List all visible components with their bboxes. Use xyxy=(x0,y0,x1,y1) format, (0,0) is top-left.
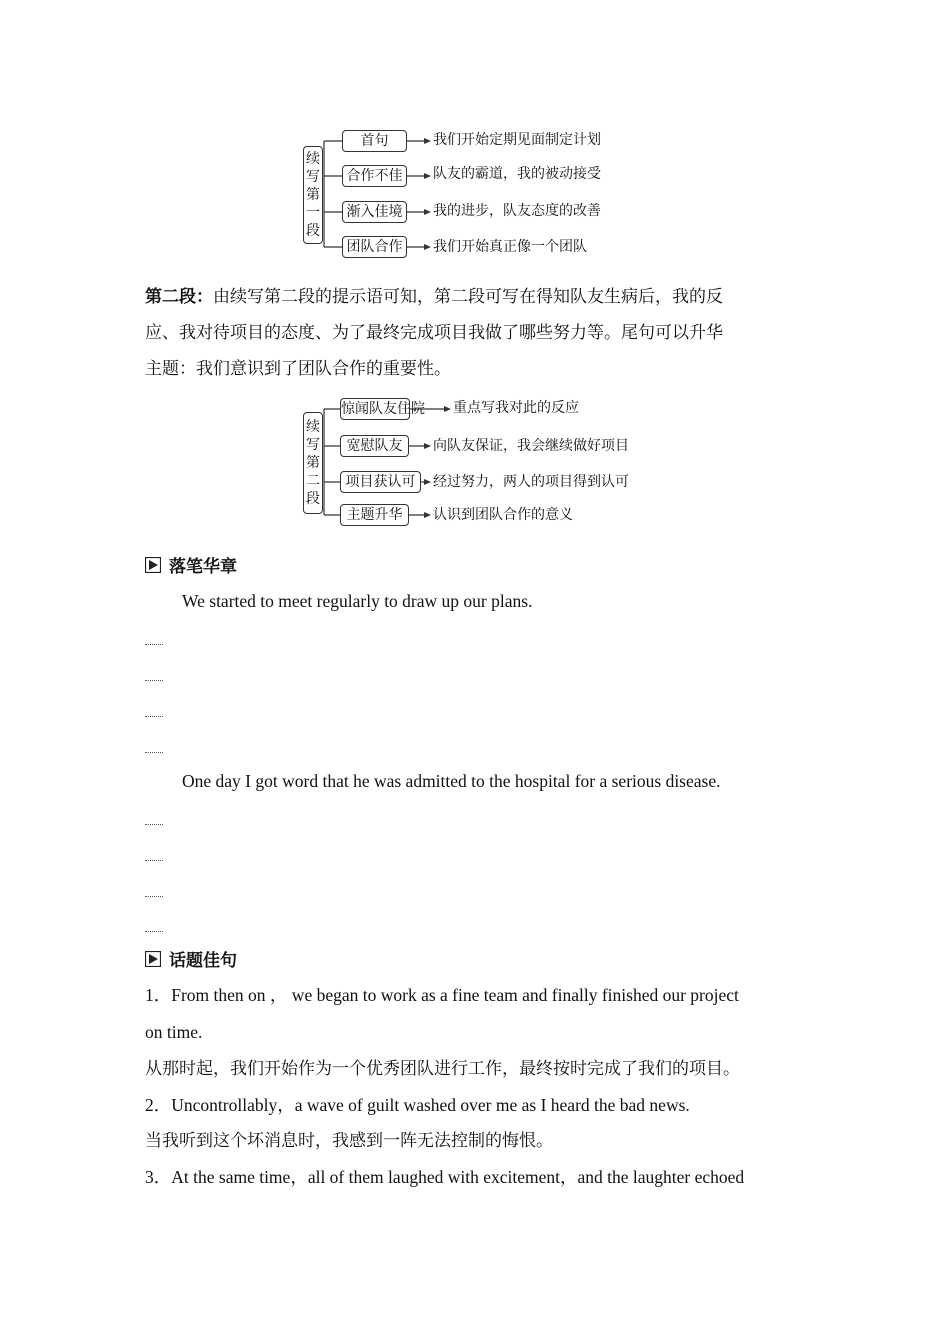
opening-sentence-1: We started to meet regularly to draw up our plans. xyxy=(182,591,533,611)
section-title-writing: 落笔华章 xyxy=(169,557,237,577)
blank-writing-line xyxy=(145,931,163,932)
blank-writing-line xyxy=(145,860,163,861)
section-header-writing xyxy=(145,552,237,577)
para2-label: 第二段： xyxy=(145,287,213,307)
diagram-1-box-1: 首句 xyxy=(342,130,407,152)
para2-line-1: 第二段：由续写第二段的提示语可知，第二段可写在得知队友生病后，我的反 xyxy=(145,287,723,307)
diagram-2-text-2: 向队友保证，我会继续做好项目 xyxy=(433,438,629,454)
diagram-1-vertical-label: 续 写 第 一 段 xyxy=(303,146,323,244)
diagram-2-text-1: 重点写我对此的反应 xyxy=(453,400,579,416)
outline-diagram-paragraph-1 xyxy=(300,126,640,266)
blank-writing-line xyxy=(145,896,163,897)
section-header-sentences xyxy=(145,946,237,971)
section-title-sentences: 话题佳句 xyxy=(169,951,237,971)
sentence-2-chinese: 当我听到这个坏消息时，我感到一阵无法控制的悔恨。 xyxy=(145,1131,553,1151)
blank-writing-line xyxy=(145,824,163,825)
blank-writing-line xyxy=(145,644,163,645)
sentence-1-english-line-2: on time. xyxy=(145,1022,203,1042)
blank-writing-line xyxy=(145,716,163,717)
para2-line-2: 应、我对待项目的态度、为了最终完成项目我做了哪些努力等。尾句可以升华 xyxy=(145,323,723,343)
diagram-1-text-2: 队友的霸道，我的被动接受 xyxy=(433,166,601,182)
diagram-2-vertical-label: 续 写 第 二 段 xyxy=(303,412,323,514)
diagram-1-box-3: 渐入佳境 xyxy=(342,201,407,223)
diagram-2-box-3: 项目获认可 xyxy=(340,471,421,493)
outline-diagram-paragraph-2 xyxy=(300,396,660,530)
play-triangle-icon xyxy=(145,951,161,967)
sentence-3-english: 3．At the same time，all of them laughed with excitement，and the laughter echoed xyxy=(145,1167,745,1187)
diagram-1-text-3: 我的进步，队友态度的改善 xyxy=(433,203,601,219)
para2-line-3: 主题：我们意识到了团队合作的重要性。 xyxy=(145,359,451,379)
diagram-2-box-2: 宽慰队友 xyxy=(340,435,409,457)
diagram-2-text-3: 经过努力，两人的项目得到认可 xyxy=(433,474,629,490)
play-triangle-icon xyxy=(145,557,161,573)
diagram-2-box-4: 主题升华 xyxy=(340,504,409,526)
diagram-1-box-4: 团队合作 xyxy=(342,236,407,258)
diagram-1-box-2: 合作不佳 xyxy=(342,165,407,187)
opening-sentence-2: One day I got word that he was admitted to the hospital for a serious disease. xyxy=(182,771,721,791)
diagram-2-box-1: 惊闻队友住院 xyxy=(340,398,410,420)
sentence-2-english: 2．Uncontrollably，a wave of guilt washed over me as I heard the bad news. xyxy=(145,1095,690,1115)
diagram-2-text-4: 认识到团队合作的意义 xyxy=(433,507,573,523)
sentence-1-english-line-1: 1．From then on ， we began to work as a fine team and finally finished our project xyxy=(145,985,739,1005)
diagram-1-text-1: 我们开始定期见面制定计划 xyxy=(433,132,601,148)
diagram-1-text-4: 我们开始真正像一个团队 xyxy=(433,239,587,255)
blank-writing-line xyxy=(145,680,163,681)
blank-writing-line xyxy=(145,752,163,753)
sentence-1-chinese: 从那时起，我们开始作为一个优秀团队进行工作，最终按时完成了我们的项目。 xyxy=(145,1059,740,1079)
